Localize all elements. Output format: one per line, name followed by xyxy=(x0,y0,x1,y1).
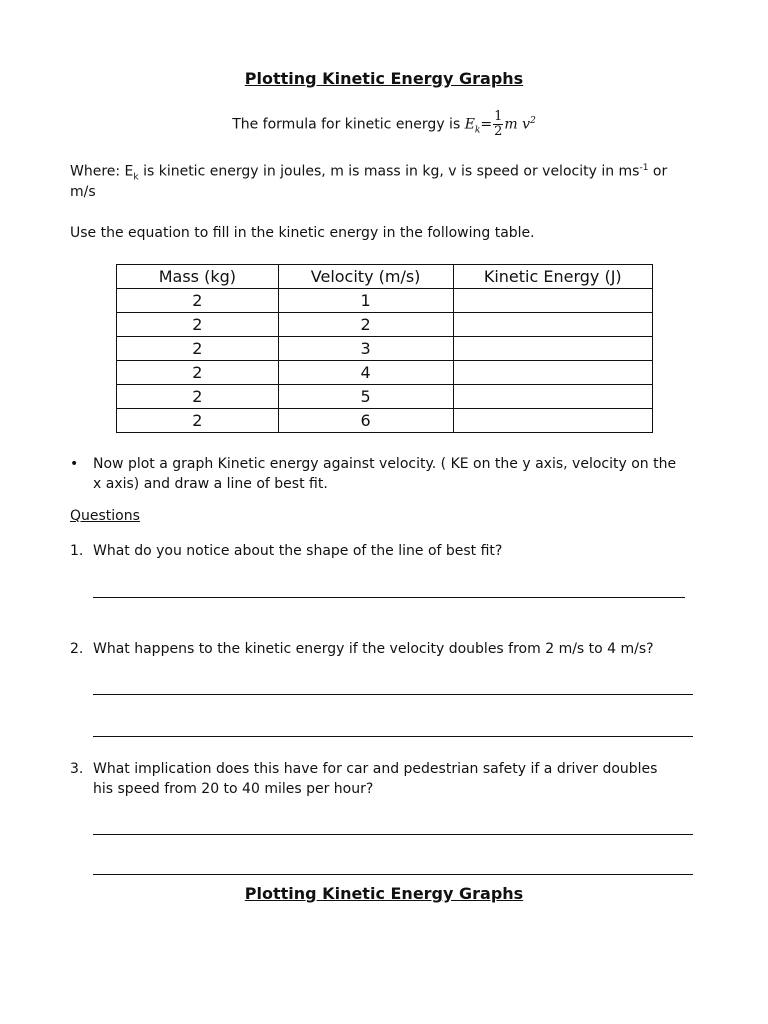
cell-mass: 2 xyxy=(117,385,279,409)
question-3-text-line-1: What implication does this have for car and pedestrian safety if a driver doubles xyxy=(93,761,658,777)
cell-mass: 2 xyxy=(117,361,279,385)
question-3-text-line-2: his speed from 20 to 40 miles per hour? xyxy=(93,781,374,797)
footer-title: Plotting Kinetic Energy Graphs xyxy=(244,884,524,903)
kinetic-energy-table xyxy=(116,264,653,433)
cell-mass: 2 xyxy=(117,409,279,433)
fraction-numerator: 1 xyxy=(494,109,503,124)
page-title: Plotting Kinetic Energy Graphs xyxy=(244,69,524,88)
answer-line-q2-b[interactable] xyxy=(93,736,693,737)
formula-exponent: 2 xyxy=(530,115,536,126)
cell-kinetic-energy[interactable] xyxy=(453,313,653,337)
formula-fraction xyxy=(493,110,503,139)
fraction-denominator: 2 xyxy=(494,124,503,139)
where-suffix: or xyxy=(648,163,668,180)
header-kinetic-energy: Kinetic Energy (J) xyxy=(453,265,653,289)
answer-line-q3-b[interactable] xyxy=(93,874,693,875)
formula-lhs-sub: k xyxy=(474,125,481,136)
where-mid: is kinetic energy in joules, m is mass in kg, v is speed or velocity in ms xyxy=(138,163,640,180)
cell-velocity: 4 xyxy=(278,361,453,385)
answer-line-q2-a[interactable] xyxy=(93,694,693,695)
cell-mass: 2 xyxy=(117,337,279,361)
table-row xyxy=(117,313,653,337)
where-sub: k xyxy=(133,172,139,183)
formula-equals: = xyxy=(480,116,493,133)
kinetic-energy-formula xyxy=(465,110,536,139)
cell-velocity: 6 xyxy=(278,409,453,433)
formula-mass: m xyxy=(504,116,518,133)
table-row xyxy=(117,289,653,313)
table-header-row xyxy=(117,265,653,289)
table-row xyxy=(117,409,653,433)
cell-velocity: 5 xyxy=(278,385,453,409)
cell-kinetic-energy[interactable] xyxy=(453,409,653,433)
answer-line-q3-a[interactable] xyxy=(93,834,693,835)
cell-kinetic-energy[interactable] xyxy=(453,385,653,409)
question-3-number: 3. xyxy=(70,761,84,777)
formula-lhs: E xyxy=(464,116,475,133)
question-2-text: What happens to the kinetic energy if the velocity doubles from 2 m/s to 4 m/s? xyxy=(93,641,654,657)
question-2-number: 2. xyxy=(70,641,84,657)
cell-kinetic-energy[interactable] xyxy=(453,361,653,385)
header-velocity: Velocity (m/s) xyxy=(278,265,453,289)
cell-velocity: 1 xyxy=(278,289,453,313)
instruction-text: Use the equation to fill in the kinetic energy in the following table. xyxy=(70,225,535,241)
table-row xyxy=(117,361,653,385)
where-prefix: Where: E xyxy=(70,163,134,180)
cell-mass: 2 xyxy=(117,313,279,337)
question-1-text: What do you notice about the shape of the line of best fit? xyxy=(93,543,503,559)
questions-heading: Questions xyxy=(70,508,140,524)
answer-line-q1[interactable] xyxy=(93,597,685,598)
table-row xyxy=(117,385,653,409)
table-row xyxy=(117,337,653,361)
bullet-line-2: x axis) and draw a line of best fit. xyxy=(93,476,328,492)
formula-line xyxy=(0,110,768,139)
where-sup: -1 xyxy=(639,163,649,173)
bullet-text xyxy=(93,454,693,494)
header-mass: Mass (kg) xyxy=(117,265,279,289)
cell-velocity: 2 xyxy=(278,313,453,337)
cell-kinetic-energy[interactable] xyxy=(453,337,653,361)
formula-intro: The formula for kinetic energy is xyxy=(232,116,461,133)
formula-velocity: v xyxy=(522,116,531,133)
question-1-number: 1. xyxy=(70,543,84,559)
cell-mass: 2 xyxy=(117,289,279,313)
where-definition-line2: m/s xyxy=(70,184,96,200)
where-definition xyxy=(70,163,667,182)
cell-kinetic-energy[interactable] xyxy=(453,289,653,313)
cell-velocity: 3 xyxy=(278,337,453,361)
bullet-line-1: Now plot a graph Kinetic energy against velocity. ( KE on the y axis, velocity on the xyxy=(93,456,677,472)
bullet-dot-icon: • xyxy=(70,456,79,472)
